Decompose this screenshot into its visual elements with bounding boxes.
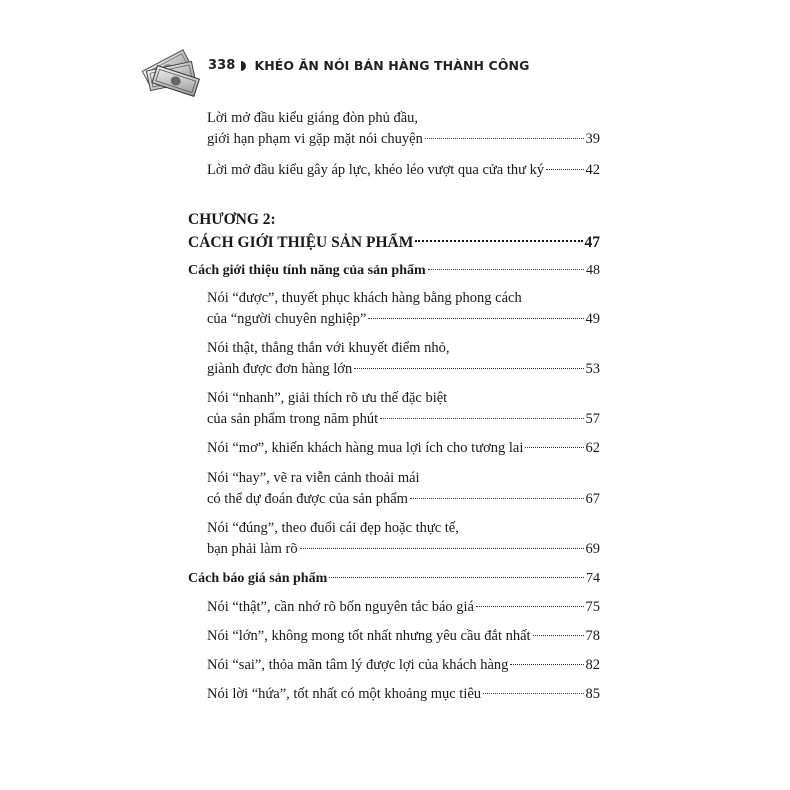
toc-entry-text: Nói “lớn”, không mong tốt nhất nhưng yêu cầu đắt nhất: [207, 628, 531, 644]
toc-page-number: 69: [585, 541, 600, 557]
toc-entry: [207, 338, 600, 380]
dot-leader: [300, 548, 584, 549]
toc-entry-line: Nói thật, thẳng thắn với khuyết điểm nhỏ,: [207, 340, 450, 356]
dot-leader: [428, 269, 584, 270]
toc-entry-text: Nói “thật”, cần nhớ rõ bốn nguyên tắc báo giá: [207, 599, 474, 615]
toc-entry: [207, 468, 600, 510]
dot-leader: [525, 447, 583, 448]
toc-page-number: 78: [585, 628, 600, 644]
toc-page-number: 53: [585, 361, 600, 377]
dot-leader: [368, 318, 583, 319]
toc-entry-line: Nói “đúng”, theo đuổi cái đẹp hoặc thực tế,: [207, 520, 459, 536]
toc-page-number: 82: [585, 657, 600, 673]
toc-entry: [207, 288, 600, 330]
dot-leader: [415, 240, 582, 242]
toc-entry-line: Nói “được”, thuyết phục khách hàng bằng phong cách: [207, 290, 522, 306]
chapter-title: CÁCH GIỚI THIỆU SẢN PHẨM: [188, 234, 414, 251]
toc-entry-text: Nói “sai”, thỏa mãn tâm lý được lợi của khách hàng: [207, 657, 509, 673]
dot-leader: [533, 635, 584, 636]
section-heading: [188, 568, 600, 589]
dot-leader: [425, 138, 584, 139]
toc-entry: [207, 438, 600, 459]
toc-entry: [207, 518, 600, 560]
toc-entry-line: Nói “nhanh”, giải thích rõ ưu thế đặc biệt: [207, 390, 448, 406]
section-title: Cách báo giá sản phẩm: [188, 571, 328, 586]
dot-leader: [329, 577, 584, 578]
toc-entry: [207, 597, 600, 618]
chapter-label: CHƯƠNG 2:: [188, 211, 276, 228]
toc-entry-text: của “người chuyên nghiệp”: [207, 311, 367, 327]
header-page-number: 338: [208, 58, 236, 73]
section-heading: [188, 260, 600, 281]
toc-page-number: 75: [585, 599, 600, 615]
toc-entry-line: Nói “hay”, vẽ ra viễn cảnh thoải mái: [207, 470, 420, 486]
toc-entry: [207, 626, 600, 647]
toc-entry: [207, 388, 600, 430]
toc-page-number: 48: [586, 263, 600, 278]
toc-entry: [207, 684, 600, 705]
toc-page-number: 42: [585, 162, 600, 178]
toc-page-number: 85: [585, 686, 600, 702]
section-title: Cách giới thiệu tính năng của sản phẩm: [188, 263, 426, 278]
toc-entry-text: giành được đơn hàng lớn: [207, 361, 353, 377]
toc-page-number: 39: [585, 131, 600, 147]
toc-entry: [207, 108, 600, 150]
toc-page-number: 74: [586, 571, 600, 586]
toc-page-number: 67: [585, 491, 600, 507]
dot-leader: [510, 664, 583, 665]
dot-leader: [476, 606, 584, 607]
chapter-page-number: 47: [584, 234, 600, 251]
toc-entry: [207, 160, 600, 181]
dot-leader: [546, 169, 583, 170]
toc-entry-text: Lời mở đầu kiểu gây áp lực, khéo léo vượt qua cửa thư ký: [207, 162, 545, 178]
toc-page-number: 57: [585, 411, 600, 427]
dot-leader: [410, 498, 584, 499]
toc-page-number: 49: [585, 311, 600, 327]
toc-entry: [207, 655, 600, 676]
toc-page-number: 62: [585, 440, 600, 456]
toc-entry-text: bạn phải làm rõ: [207, 541, 298, 557]
toc-entry-line: Lời mở đầu kiểu giáng đòn phủ đầu,: [207, 110, 419, 126]
dot-leader: [354, 368, 583, 369]
toc-entry-text: của sản phẩm trong năm phút: [207, 411, 379, 427]
header-book-title: KHÉO ĂN NÓI BÁN HÀNG THÀNH CÔNG: [254, 58, 530, 73]
toc-entry-text: Nói lời “hứa”, tốt nhất có một khoảng mục tiêu: [207, 686, 482, 702]
toc-entry-text: có thể dự đoán được của sản phẩm: [207, 491, 408, 507]
dot-leader: [380, 418, 583, 419]
toc-entry-text: Nói “mơ”, khiến khách hàng mua lợi ích cho tương lai: [207, 440, 524, 456]
chapter-heading: [188, 208, 600, 254]
dot-leader: [483, 693, 583, 694]
toc-entry-text: giới hạn phạm vi gặp mặt nói chuyện: [207, 131, 423, 147]
